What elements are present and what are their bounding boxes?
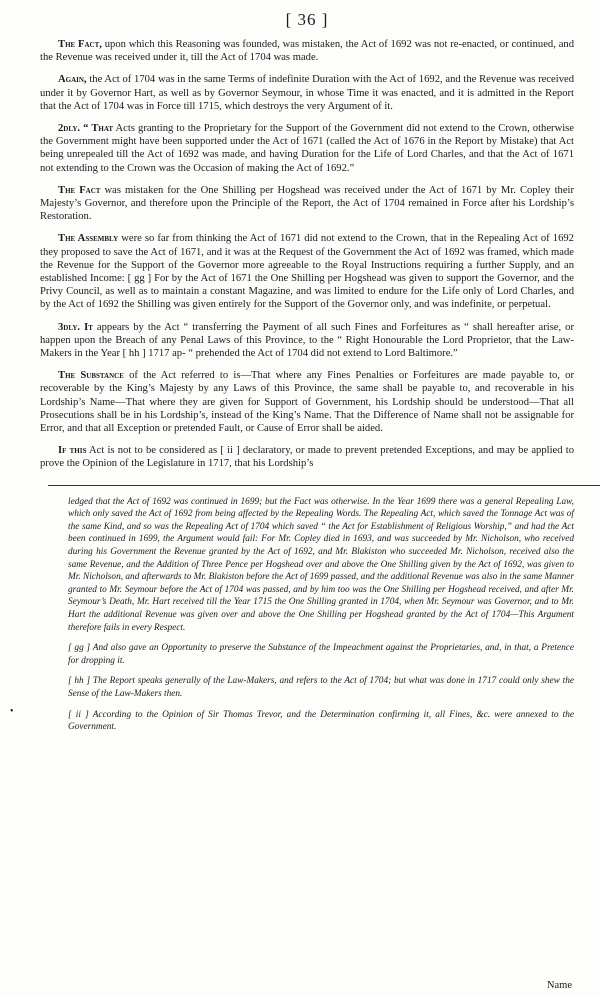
body-text	[40, 38, 574, 471]
footnotes	[40, 496, 574, 734]
paragraph: Again, the Act of 1704 was in the same Terms of indefinite Duration with the Act of 1692, and the Revenue was received under it by Governor Hart, as well as by Governor Seymour, in whose Time it was enacted, and it is admitted in the Report that the Act of 1704 was in Force till 1715, which destroys the very Argument of it.	[40, 74, 574, 112]
footnote-divider	[48, 485, 600, 486]
paragraph: 3dly. It appears by the Act “ transferring the Payment of all such Fines and Forfeitures as “ shall hereafter arise, or happen upon the Breach of any Penal Laws of this Province, to the “ Right Honourable the Lord Proprietor, that the Law-Makers in the Year [ hh ] 1717 ap- “ prehended the Act of 1704 did not extend to Lord Baltimore.”	[40, 321, 574, 360]
catchword: Name	[546, 980, 572, 991]
paragraph: The Fact, upon which this Reasoning was founded, was mistaken, the Act of 1692 was not re-enacted, or continued, and the Revenue was received under it, till the Act of 1704 was made.	[40, 39, 574, 64]
footnote-mark: [ ii ]	[68, 709, 89, 720]
paragraph: The Fact was mistaken for the One Shilling per Hogshead was received under the Act of 1671 by Mr. Copley their Majesty’s Governor, and therefore upon the Principle of the Report, the Act of 1704 remained in Force after his Lordship’s Restoration.	[40, 184, 574, 223]
footnote: [ ii ] According to the Opinion of Sir Thomas Trevor, and the Determination confirming it, all Fines, &c. were annexed to the Government.	[68, 709, 574, 733]
footnote-mark: [ gg ]	[68, 643, 91, 654]
footnote: [ gg ] And also gave an Opportunity to preserve the Substance of the Impeachment against the Proprietaries, and, in that, a Pretence for dropping it.	[68, 643, 574, 666]
page-number: [ 36 ]	[285, 10, 329, 29]
paragraph: The Substance of the Act referred to is—That where any Fines Penalties or Forfeitures are made payable to, or recoverable by the King’s Majesty by any Laws of this Province, the same shall be payable to, and recoverable in his Lordship’s Name—That where they are given for Support of Government, his Lordship should be understood—That all Prosecutions shall be in his Lordship’s, instead of the King’s Name. That the Difference of Name shall not be assignable for Error, and that all Exception or pretended Fault, or Cause of Error shall be aided.	[40, 370, 574, 435]
paragraph: 2dly. “ That Acts granting to the Proprietary for the Support of the Government did not extend to the Crown, otherwise the Government might have been supported under the Act of 1671 (called the Act of 1676 in the Report by Mistake) that Act being unrepealed till the Act of 1692 was made, and having Duration for the Life of Lord Charles, and that the Act of 1671 not extending to the Crown was the Occasion of making the Act of 1692.”	[40, 123, 574, 174]
paragraph: If this Act is not to be considered as [ ii ] declaratory, or made to prevent pretended Exceptions, and may be applied to prove the Opinion of the Legislature in 1717, that his Lordship’s	[40, 445, 574, 470]
footnote-mark: [ hh ]	[68, 676, 91, 687]
footnote-continued: ledged that the Act of 1692 was continued in 1699; but the Fact was otherwise. In the Year 1699 there was a general Repealing Law, which only saved the Act of 1692 from being affected by the Repealing Words. The Repealing Act, which saved the Tonnage Act was of the same Kind, and so was the Repealing Act of 1704 which saved “ the Act for Establishment of Religious Worship,” and had the Act been continued in 1699, the Argument would fail: For Mr. Copley died in 1693, and was succeeded by Mr. Nicholson, who received during his Government the Revenue granted by the Act of 1692, and Mr. Blakiston who succeeded Mr. Nicholson, received also the same Revenue, and the Addition of Three Pence per Hogshead over and above the One Shilling given by the Act of 1692, was given to Mr. Nicholson, and afterwards to Mr. Blakiston before the Act of 1699 passed, and the additional Revenue was also in the same Manner granted to Mr. Seymour before the Act of 1704 was passed, and by him too was the One Shilling per Hogshead received, and after Mr. Seymour’s Death, Mr. Hart received till the Year 1715 the One Shilling granted in 1704, when Mr. Seymour was Governor, and to Mr. Hart the additional Revenue was given over and above the One Shilling per Hogshead granted by the Act of 1704—This Argument therefore fails in every Respect.	[68, 496, 574, 633]
paragraph: The Assembly were so far from thinking the Act of 1671 did not extend to the Crown, that in the Repealing Act of 1692 they proposed to save the Act of 1671, and it was at the Request of the Government the Act of 1692 was framed, which made the Revenue for the Support of the Governor more agreeable to the Royal Instructions requiring a further Supply, and an established Income: [ gg ] For by the Act of 1671 the One Shilling per Hogshead was given to support the Governor, and the Privy Council, as well as to maintain a constant Magazine, and was limited to endure for the Life only of Lord Charles, and by the Act of 1692 the Shilling was given entirely for the Support of the Governor only, and was indefinite, or perpetual.	[40, 233, 574, 311]
footnote: [ hh ] The Report speaks generally of the Law-Makers, and refers to the Act of 1704; but what was done in 1717 could only shew the Sense of the Law-Makers then.	[68, 676, 575, 699]
margin-mark: •	[10, 706, 14, 717]
